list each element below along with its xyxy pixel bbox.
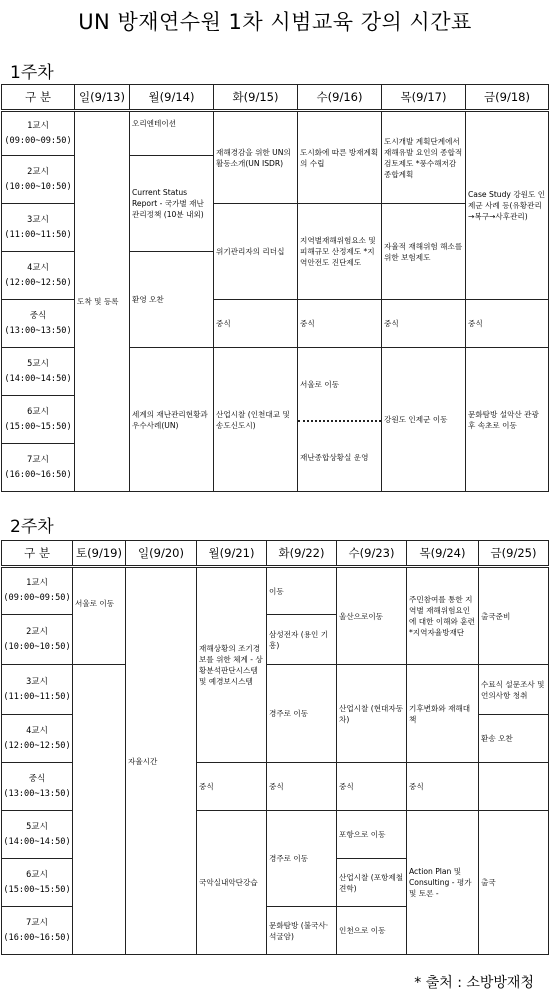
schedule-cell: 재해경감을 위한 UN의 활동소개(UN ISDR) bbox=[214, 111, 298, 204]
schedule-cell bbox=[73, 665, 126, 955]
header-day: 화(9/22) bbox=[267, 541, 337, 567]
source-note: * 출처 : 소방방재청 bbox=[414, 975, 534, 991]
schedule-cell: Current Status Report - 국가별 재난관리정책 (10분 내외) bbox=[130, 156, 214, 252]
schedule-cell: 자율시간 bbox=[126, 567, 197, 955]
schedule-cell: 문화탐방 설악산 관광 후 속초로 이동 bbox=[466, 348, 549, 492]
schedule-cell: 산업시찰 (현대자동차) bbox=[337, 665, 407, 763]
schedule-cell: 강원도 인제군 이동 bbox=[382, 348, 466, 492]
header-day: 토(9/19) bbox=[73, 541, 126, 567]
header-day: 수(9/23) bbox=[337, 541, 407, 567]
schedule-cell: 중식 bbox=[337, 763, 407, 811]
schedule-cell: 경주로 이동 bbox=[267, 811, 337, 907]
header-day: 수(9/16) bbox=[298, 85, 382, 111]
schedule-cell: 울산으로이동 bbox=[337, 567, 407, 665]
schedule-cell: 산업시찰 (포항제철 견학) bbox=[337, 859, 407, 907]
week2-label: 2주차 bbox=[10, 517, 54, 537]
schedule-cell: 출국준비 bbox=[479, 567, 549, 665]
period-cell: 1교시 (09:00~09:50) bbox=[2, 111, 75, 156]
schedule-cell bbox=[479, 763, 549, 811]
schedule-cell: 포항으로 이동 bbox=[337, 811, 407, 859]
schedule-cell: 산업시찰 (인천대교 및 송도신도시) bbox=[214, 348, 298, 492]
week1-schedule-table bbox=[1, 84, 549, 492]
period-cell: 7교시 (16:00~16:50) bbox=[2, 444, 75, 492]
schedule-cell: 서울로 이동 bbox=[300, 379, 340, 389]
schedule-cell: 경주로 이동 bbox=[267, 665, 337, 763]
schedule-cell-split bbox=[298, 348, 382, 492]
schedule-cell: 인천으로 이동 bbox=[337, 907, 407, 955]
header-day: 일(9/20) bbox=[126, 541, 197, 567]
period-cell: 5교시 (14:00~14:50) bbox=[2, 811, 73, 859]
period-cell: 2교시 (10:00~10:50) bbox=[2, 156, 75, 204]
period-cell: 5교시 (14:00~14:50) bbox=[2, 348, 75, 396]
schedule-cell: 국악실내악단강습 bbox=[197, 811, 267, 955]
schedule-cell: 출국 bbox=[479, 811, 549, 955]
week1-label: 1주차 bbox=[10, 63, 54, 83]
table-header-row bbox=[2, 85, 549, 111]
schedule-cell: 재난종합상황실 운영 bbox=[300, 452, 369, 462]
period-cell: 6교시 (15:00~15:50) bbox=[2, 859, 73, 907]
schedule-cell: 주민참여를 통한 지역별 재해위험요인에 대한 이해와 훈련 *지역자율방재단 bbox=[407, 567, 479, 665]
schedule-cell: 환송 오찬 bbox=[479, 715, 549, 763]
schedule-cell: 수료식 설문조사 및 언의사항 청취 bbox=[479, 665, 549, 715]
header-category: 구 분 bbox=[2, 85, 75, 111]
page-title: UN 방재연수원 1차 시범교육 강의 시간표 bbox=[78, 10, 472, 34]
header-day: 월(9/14) bbox=[130, 85, 214, 111]
header-day: 목(9/17) bbox=[382, 85, 466, 111]
header-day: 목(9/24) bbox=[407, 541, 479, 567]
table-row bbox=[2, 111, 549, 156]
table-row bbox=[2, 567, 549, 615]
schedule-cell: 도시화에 따른 방재계획의 수립 bbox=[298, 111, 382, 204]
schedule-cell: 문화탐방 (불국사·석굴암) bbox=[267, 907, 337, 955]
period-cell: 7교시 (16:00~16:50) bbox=[2, 907, 73, 955]
schedule-cell: 재해상황의 조기경보를 위한 체계 - 상황분석판단시스템 및 예경보시스템 bbox=[197, 567, 267, 763]
schedule-cell: 위기관리자의 리더십 bbox=[214, 204, 298, 300]
table-header-row bbox=[2, 541, 549, 567]
schedule-cell: 자율적 재해위험 해소를 위한 보험제도 bbox=[382, 204, 466, 300]
schedule-cell: 이동 bbox=[267, 567, 337, 615]
schedule-cell: 세계의 재난관리현황과 우수사례(UN) bbox=[130, 348, 214, 492]
schedule-cell: 중식 bbox=[267, 763, 337, 811]
schedule-cell: 도시개발 계획단계에서 재해유발 요인의 종합적 검토제도 *풍수해저감 종합계획 bbox=[382, 111, 466, 204]
header-day: 금(9/18) bbox=[466, 85, 549, 111]
schedule-cell: 기후변화와 재해대책 bbox=[407, 665, 479, 763]
period-cell: 6교시 (15:00~15:50) bbox=[2, 396, 75, 444]
schedule-cell: 중식 bbox=[382, 300, 466, 348]
schedule-cell: 중식 bbox=[407, 763, 479, 811]
period-cell: 3교시 (11:00~11:50) bbox=[2, 665, 73, 715]
header-day: 화(9/15) bbox=[214, 85, 298, 111]
period-cell: 3교시 (11:00~11:50) bbox=[2, 204, 75, 252]
header-day: 월(9/21) bbox=[197, 541, 267, 567]
period-cell: 4교시 (12:00~12:50) bbox=[2, 252, 75, 300]
table-row bbox=[2, 665, 549, 715]
schedule-cell: 서울로 이동 bbox=[73, 567, 126, 665]
period-cell: 2교시 (10:00~10:50) bbox=[2, 615, 73, 665]
schedule-cell: Action Plan 및 Consulting - 평가 및 토론 - bbox=[407, 811, 479, 955]
schedule-cell: 지역별재해위험요소 및 피해규모 산정제도 *지역안전도 진단제도 bbox=[298, 204, 382, 300]
period-cell: 중식 (13:00~13:50) bbox=[2, 763, 73, 811]
schedule-cell: Case Study 강원도 인제군 사례 등(유황관리→복구→사후관리) bbox=[466, 111, 549, 300]
period-cell: 1교시 (09:00~09:50) bbox=[2, 567, 73, 615]
schedule-cell: 오리엔테이션 bbox=[130, 111, 214, 156]
schedule-cell: 환영 오찬 bbox=[130, 252, 214, 348]
schedule-cell: 중식 bbox=[298, 300, 382, 348]
schedule-cell: 삼성전자 (용인 기흥) bbox=[267, 615, 337, 665]
period-cell: 4교시 (12:00~12:50) bbox=[2, 715, 73, 763]
schedule-cell: 도착 및 등록 bbox=[75, 111, 130, 492]
schedule-cell: 중식 bbox=[214, 300, 298, 348]
header-day: 일(9/13) bbox=[75, 85, 130, 111]
schedule-cell: 중식 bbox=[197, 763, 267, 811]
header-category: 구 분 bbox=[2, 541, 73, 567]
period-cell: 중식 (13:00~13:50) bbox=[2, 300, 75, 348]
week2-schedule-table bbox=[1, 540, 549, 955]
schedule-cell: 중식 bbox=[466, 300, 549, 348]
header-day: 금(9/25) bbox=[479, 541, 549, 567]
